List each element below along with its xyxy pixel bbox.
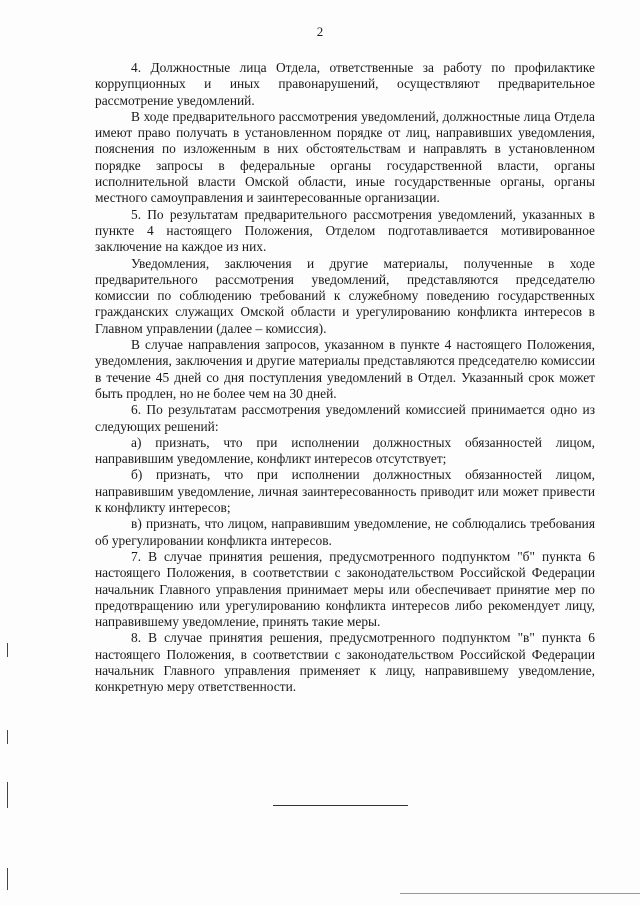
paragraph-8: 8. В случае принятия решения, предусмотренного подпунктом "в" пункта 6 настоящего Положения, в соответствии с законодательством Российской Федерации начальник Главного управления применяет к лицу, направившему уведомление, конкретную меру ответственности. bbox=[95, 630, 595, 695]
paragraph-6-option-c: в) признать, что лицом, направившим уведомление, не соблюдались требования об урегулировании конфликта интересов. bbox=[95, 516, 595, 548]
scan-artifact-mark bbox=[7, 643, 8, 657]
paragraph-5-deadline: В случае направления запросов, указанном в пункте 4 настоящего Положения, уведомления, заключения и другие материалы представляются председателю комиссии в течение 45 дней со дня поступления уведомлений в Отдел. Указанный срок может быть продлен, но не более чем на 30 дней. bbox=[95, 337, 595, 401]
scan-edge-line bbox=[400, 893, 640, 894]
paragraph-6: 6. По результатам рассмотрения уведомлений комиссией принимается одно из следующих решений: bbox=[95, 402, 595, 434]
paragraph-6-option-a: а) признать, что при исполнении должностных обязанностей лицом, направившим уведомление, конфликт интересов отсутствует; bbox=[95, 434, 595, 467]
paragraph-6-option-b: б) признать, что при исполнении должностных обязанностей лицом, направившим уведомление, личная заинтересованность приводит или может привести к конфликту интересов; bbox=[95, 467, 595, 516]
end-of-document-rule bbox=[273, 805, 408, 806]
document-body bbox=[95, 60, 595, 696]
scan-artifact-mark bbox=[7, 868, 8, 890]
paragraph-7: 7. В случае принятия решения, предусмотренного подпунктом "б" пункта 6 настоящего Положения, в соответствии с законодательством Российской Федерации начальник Главного управления принимает меры или обеспечивает принятие мер по предотвращению или урегулированию конфликта интересов либо рекомендует лицу, направившему уведомление, принять такие меры. bbox=[95, 548, 595, 630]
page-number: 2 bbox=[316, 24, 324, 39]
paragraph-4-details: В ходе предварительного рассмотрения уведомлений, должностные лица Отдела имеют право получать в установленном порядке от лиц, направивших уведомления, пояснения по изложенным в них обстоятельствам и направлять в установленном порядке запросы в федеральные органы государственной власти, органы исполнительной власти Омской области, иные государственные органы, органы местного самоуправления и заинтересованные организации. bbox=[95, 108, 595, 206]
paragraph-4: 4. Должностные лица Отдела, ответственные за работу по профилактике коррупционных и иных правонарушений, осуществляют предварительное рассмотрение уведомлений. bbox=[95, 60, 595, 108]
paragraph-5: 5. По результатам предварительного рассмотрения уведомлений, указанных в пункте 4 настоящего Положения, Отделом подготавливается мотивированное заключение на каждое из них. bbox=[95, 206, 595, 255]
paragraph-5-materials: Уведомления, заключения и другие материалы, полученные в ходе предварительного рассмотрения уведомлений, представляются председателю комиссии по соблюдению требований к служебному поведению государственных гражданских служащих Омской области и урегулированию конфликта интересов в Главном управлении (далее – комиссия). bbox=[95, 255, 595, 336]
scan-artifact-mark bbox=[7, 782, 8, 808]
scan-artifact-mark bbox=[7, 730, 8, 744]
